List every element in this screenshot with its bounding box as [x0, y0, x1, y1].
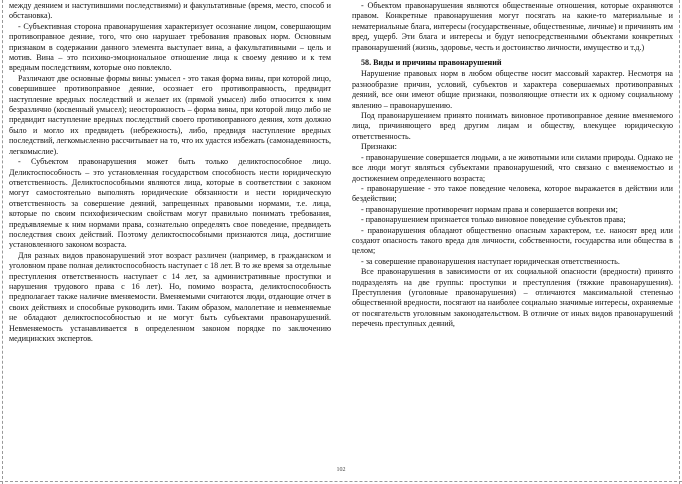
list-item: - правонарушением признается только виновное поведение субъектов права;: [361, 215, 626, 225]
paragraph: Различают две основные формы вины: умысел - это такая форма вины, при которой лицо, совершившее противоправное деяние, осознает его противоправность, предвидит наступление вредных последствий и желает их (прямой умысел) либо относится к ним безразлично (косвенный умысел); неосторожность – форма вины, при которой лицо либо не предвидит наступление вредных последствий своего противоправного деяния, хотя должно было и могло их предвидеть (небрежность), либо, предвидя наступление вредных последствий, легкомысленно рассчитывает на то, что их удастся избежать (самонадеянность, легкомыслие).: [9, 73, 331, 156]
right-column: [352, 1, 673, 479]
paragraph: Признаки:: [361, 142, 397, 152]
page-border-right: [679, 0, 680, 484]
list-item: - правонарушения обладают общественно опасным характером, т.е. наносят вред или создают опасность такого вреда для личности, собственности, государства или общества в целом;: [352, 225, 673, 256]
paragraph: Для разных видов правонарушений этот возраст различен (например, в гражданском и уголовном праве полная деликтоспособность наступает с 18 лет. В то же время за отдельные преступления ответственность наступает с 14 лет, за административные проступки и нарушения трудового права с 16 лет). Но, помимо возраста, деликтоспособность предполагает также наличие вменяемости. Вменяемыми считаются люди, отдающие отчет в своих действиях и способные руководить ими. Таким образом, малолетние и невменяемые не обладают деликтоспособностью и не могут быть субъектами правонарушений. Невменяемость устанавливается в определенном законом порядке по заключению медицинских экспертов.: [9, 250, 331, 343]
page-number: 102: [336, 467, 346, 473]
paragraph: - Субъектом правонарушения может быть только деликтоспособное лицо. Деликтоспособность – это установленная государством способность нести юридическую ответственность. Деликтоспособными являются лица, которые в соответствии с законом могут самостоятельно выполнять юридические обязанности и нести юридическую ответственность за совершение деяний, запрещенных правовыми нормами, т.е. лица, которые по своим психофизическим свойствам могут правильно понимать требования, предъявляемые к ним нормами права, сознательно определять свое поведение, предвидеть последствия своих действий. Поэтому деликтоспособными признаются лица, достигшие установленного законом возраста.: [9, 157, 331, 250]
paragraph: Нарушение правовых норм в любом обществе носит массовый характер. Несмотря на разнообразие причин, условий, субъектов и характера совершаемых противоправных деяний, все они имеют общие признаки, позволяющие отнести их к одному социальному явлению – правонарушению.: [352, 69, 673, 110]
paragraph: - Субъективная сторона правонарушения характеризует осознание лицом, совершающим противоправное деяние, того, что оно нарушает требования правовых норм. Основным признаком в содержании данного элемента выступает вина, а факультативными – цель и мотив. Вина – это психико-эмоциональное отношение лица к своему деянию и к тем вредным последствиям, которые оно повлекло.: [9, 21, 331, 73]
section-heading: 58. Виды и причины правонарушений: [361, 58, 502, 68]
list-item: - за совершение правонарушения наступает юридическая ответственность.: [361, 256, 620, 266]
list-item: - правонарушение совершается людьми, а не животными или силами природы. Однако не все люди могут являться субъектами правонарушений, что связано с вменяемостью и достижением определенного возраста;: [352, 152, 673, 183]
list-item: - правонарушение противоречит нормам права и совершается вопреки им;: [361, 204, 618, 214]
list-item: - правонарушение - это такое поведение человека, которое выражается в действии или бездействии;: [352, 183, 673, 204]
paragraph: Все правонарушения в зависимости от их социальной опасности (вредности) принято подразделять на две группы: проступки и преступления (тяжкие правонарушения). Преступления (уголовные правонарушения) – отличаются максимальной степенью общественной вредности, посягают на наиболее социально значимые интересы, охраняемые от посягательств уголовным законодательством. В отличие от иных видов правонарушений перечень преступных деяний,: [352, 267, 673, 329]
page-border-bottom: [0, 481, 682, 482]
page-border-left: [2, 0, 3, 484]
paragraph: Под правонарушением принято понимать виновное противоправное деяние вменяемого лица, причиняющего вред другим лицам и обществу, влекущее юридическую ответственность.: [352, 111, 673, 141]
paragraph: между деянием и наступившими последствиями) и факультативные (время, место, способ и обстановка).: [9, 1, 331, 21]
left-column: [9, 1, 331, 439]
paragraph: - Объектом правонарушения являются общественные отношения, которые охраняются правом. Конкретные правонарушения могут посягать на какие-то материальные и нематериальные блага, интересы (государственные, общественные, личные) и причинять им вред, ущерб. Эти блага и интересы и будут непосредственными объектами конкретных правонарушений (жизнь, здоровье, честь и достоинство личности, имущество и т.д.): [352, 1, 673, 52]
